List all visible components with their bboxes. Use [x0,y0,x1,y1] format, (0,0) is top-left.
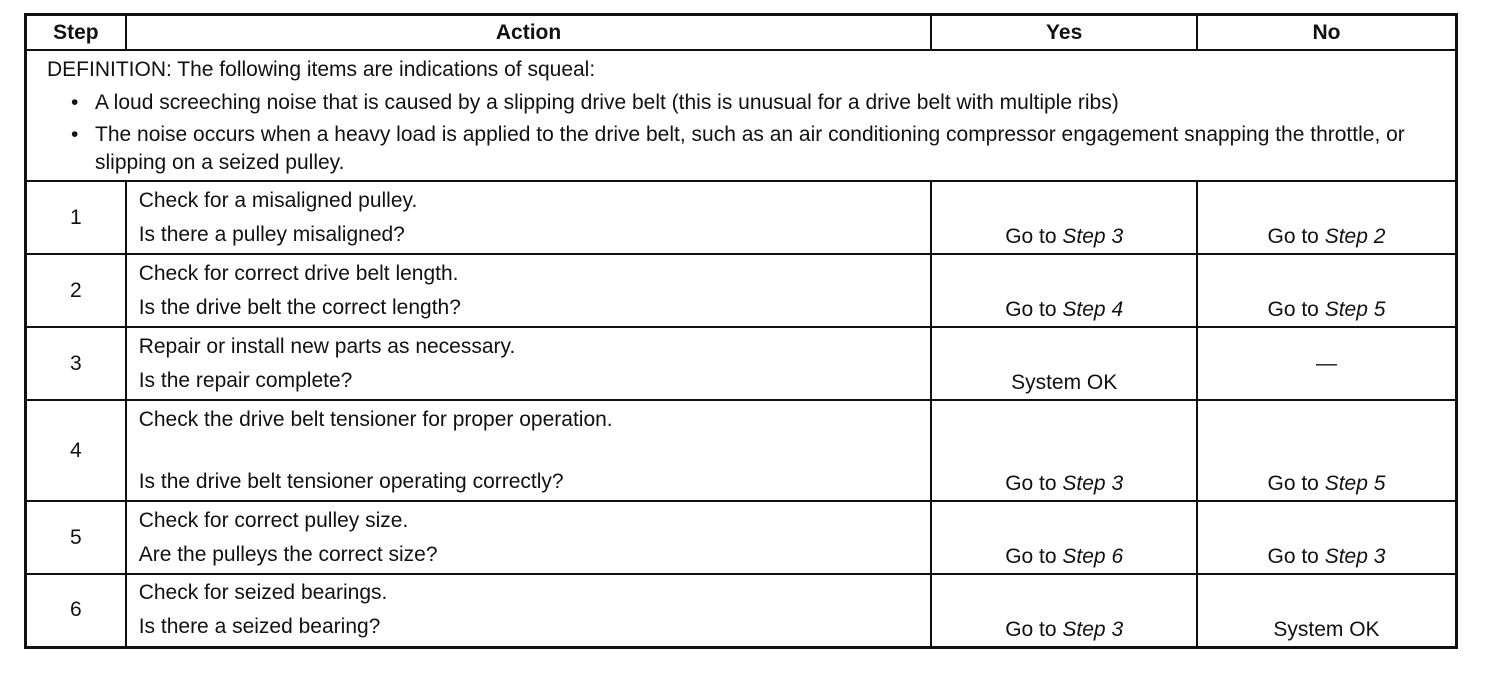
action-cell [126,327,932,400]
definition-item [47,121,1435,177]
header-action: Action [126,15,932,51]
step-number: 3 [26,327,126,400]
action-text: Check the drive belt tensioner for proper operation. [138,407,613,431]
action-cell [126,181,932,254]
action-question: Are the pulleys the correct size? [138,542,438,566]
no-target: Step 2 [1324,225,1386,248]
yes-target: Step 3 [1062,472,1124,495]
action-cell [126,254,932,327]
action-cell [126,400,932,501]
no-prefix: System OK [1273,617,1380,641]
definition-item-text: The noise occurs when a heavy load is applied to the drive belt, such as an air conditioning compressor engagement snapping the throttle, or slipping on a seized pulley. [95,123,1405,174]
header-yes: Yes [931,15,1197,51]
no-result [1197,501,1457,574]
no-result [1197,254,1457,327]
no-prefix: Go to [1267,225,1325,248]
yes-target: Step 3 [1062,225,1124,248]
no-result [1197,400,1457,501]
action-text: Check for correct drive belt length. [138,261,459,285]
no-prefix: Go to [1267,545,1325,568]
yes-prefix: Go to [1005,545,1063,568]
action-question: Is there a seized bearing? [138,615,381,639]
action-question: Is the drive belt tensioner operating correctly? [138,469,564,493]
yes-result [931,574,1197,647]
header-row [26,15,1457,51]
no-target: Step 5 [1324,472,1386,495]
yes-result [931,181,1197,254]
action-text: Check for correct pulley size. [138,508,409,532]
step-number: 2 [26,254,126,327]
definition-title: DEFINITION: The following items are indications of squeal: [47,58,596,81]
action-text: Check for a misaligned pulley. [138,188,418,212]
action-question: Is the repair complete? [138,368,353,392]
no-prefix: Go to [1267,472,1325,495]
step-number: 4 [26,400,126,501]
yes-prefix: Go to [1005,298,1063,321]
table-row [26,181,1457,254]
yes-prefix: Go to [1005,617,1063,641]
table-row [26,254,1457,327]
bullet-icon: • [71,123,79,146]
yes-result [931,254,1197,327]
table-row [26,574,1457,647]
yes-target: Step 4 [1062,298,1124,321]
no-result [1197,574,1457,647]
action-question: Is the drive belt the correct length? [138,295,461,319]
no-result [1197,181,1457,254]
yes-target: Step 6 [1062,545,1124,568]
no-result [1197,327,1457,400]
step-number: 5 [26,501,126,574]
yes-prefix: System OK [1011,371,1118,394]
definition-item [47,89,1435,117]
yes-target: Step 3 [1062,617,1124,641]
definition-list [47,89,1435,177]
action-text: Repair or install new parts as necessary. [138,334,516,358]
table-row [26,400,1457,501]
header-no: No [1197,15,1457,51]
yes-result [931,400,1197,501]
no-target: Step 3 [1324,545,1386,568]
diagnostic-table [24,13,1458,649]
table-row [26,501,1457,574]
yes-result [931,327,1197,400]
action-text: Check for seized bearings. [138,581,388,605]
no-prefix: — [1315,351,1337,375]
definition-item-text: A loud screeching noise that is caused by a slipping drive belt (this is unusual for a drive belt with multiple ribs) [95,91,1119,114]
yes-result [931,501,1197,574]
no-prefix: Go to [1267,298,1325,321]
no-target: Step 5 [1324,298,1386,321]
header-step: Step [26,15,126,51]
step-number: 1 [26,181,126,254]
table-row [26,327,1457,400]
action-question: Is there a pulley misaligned? [138,222,405,246]
bullet-icon: • [71,91,79,114]
step-number: 6 [26,574,126,647]
definition-row [26,50,1457,181]
action-cell [126,574,932,647]
yes-prefix: Go to [1005,225,1063,248]
action-cell [126,501,932,574]
yes-prefix: Go to [1005,472,1063,495]
definition-cell [26,50,1457,181]
